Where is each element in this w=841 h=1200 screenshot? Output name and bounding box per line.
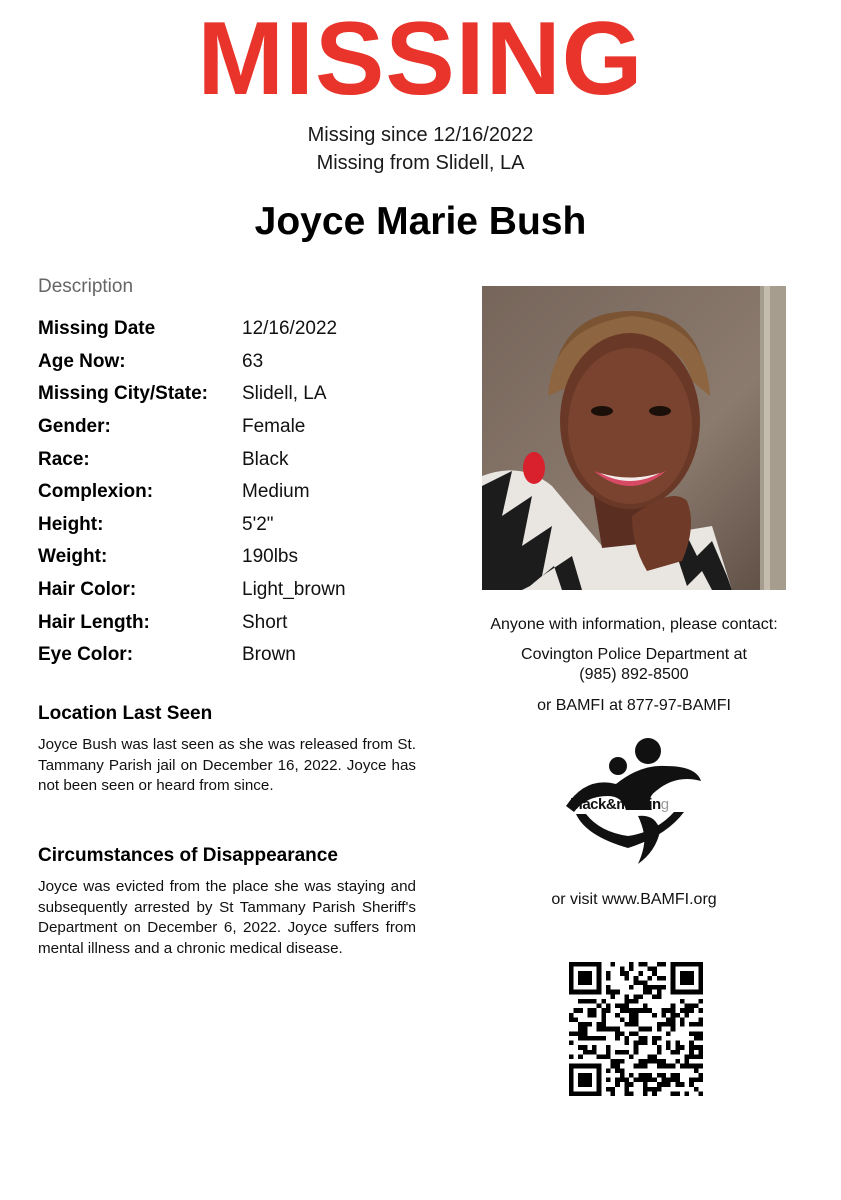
fact-row	[38, 574, 438, 607]
fact-row	[38, 411, 438, 444]
location-last-seen-title: Location Last Seen	[38, 703, 213, 724]
fact-value: Short	[242, 611, 288, 633]
fact-value: 190lbs	[242, 546, 298, 568]
fact-label: Missing City/State:	[38, 383, 208, 405]
fact-label: Complexion:	[38, 481, 154, 503]
fact-value: Medium	[242, 481, 310, 503]
description-heading: Description	[38, 276, 134, 297]
portrait-illustration	[482, 286, 786, 590]
fact-row	[38, 443, 438, 476]
fact-label: Gender:	[38, 416, 111, 438]
fact-value: Light_brown	[242, 579, 346, 601]
fact-label: Missing Date	[38, 318, 156, 340]
missing-since: Missing since 12/16/2022	[307, 124, 534, 146]
fact-row	[38, 346, 438, 379]
fact-value: Black	[242, 448, 289, 470]
fact-label: Hair Color:	[38, 579, 137, 601]
fact-label: Height:	[38, 513, 104, 535]
qr-code-icon	[569, 962, 703, 1096]
fact-row	[38, 541, 438, 574]
portrait-photo	[482, 286, 786, 590]
contact-intro: Anyone with information, please contact:	[490, 616, 778, 633]
fact-value: 63	[242, 350, 264, 372]
missing-headline: MISSING	[197, 1, 644, 117]
circumstances-title: Circumstances of Disappearance	[38, 845, 338, 866]
fact-label: Age Now:	[38, 350, 126, 372]
fact-row	[38, 606, 438, 639]
person-name: Joyce Marie Bush	[254, 200, 587, 243]
location-last-seen-body: Joyce Bush was last seen as she was released from St. Tammany Parish jail on December 16, 2022. Joyce has not been seen or heard from since.	[38, 736, 416, 794]
fact-row	[38, 639, 438, 672]
website-line: or visit www.BAMFI.org	[551, 891, 717, 908]
agency-phone: (985) 892-8500	[579, 666, 689, 683]
fact-row	[38, 476, 438, 509]
logo-text-dark: black&missin	[570, 796, 661, 813]
contact-agency	[462, 645, 806, 685]
logo-text-light: g	[660, 796, 669, 813]
fact-label: Weight:	[38, 546, 108, 568]
fact-row	[38, 313, 438, 346]
fact-value: Brown	[242, 644, 296, 666]
bamfi-phone: or BAMFI at 877-97-BAMFI	[537, 697, 731, 714]
description-facts	[38, 313, 438, 672]
fact-row	[38, 378, 438, 411]
missing-from: Missing from Slidell, LA	[316, 152, 525, 174]
circumstances-body: Joyce was evicted from the place she was staying and subsequently arrested by St Tammany Parish Sheriff's Department on December 6, 2022. Joyce suffers from mental illness and a chronic medical disease.	[38, 878, 416, 957]
fact-value: 12/16/2022	[242, 318, 338, 340]
fact-row	[38, 509, 438, 542]
logo-wordmark	[570, 796, 669, 813]
fact-value: Slidell, LA	[242, 383, 327, 405]
fact-value: 5'2"	[242, 513, 274, 535]
fact-label: Hair Length:	[38, 611, 150, 633]
agency-name: Covington Police Department at	[521, 646, 747, 663]
fact-label: Race:	[38, 448, 90, 470]
fact-label: Eye Color:	[38, 644, 134, 666]
fact-value: Female	[242, 416, 306, 438]
